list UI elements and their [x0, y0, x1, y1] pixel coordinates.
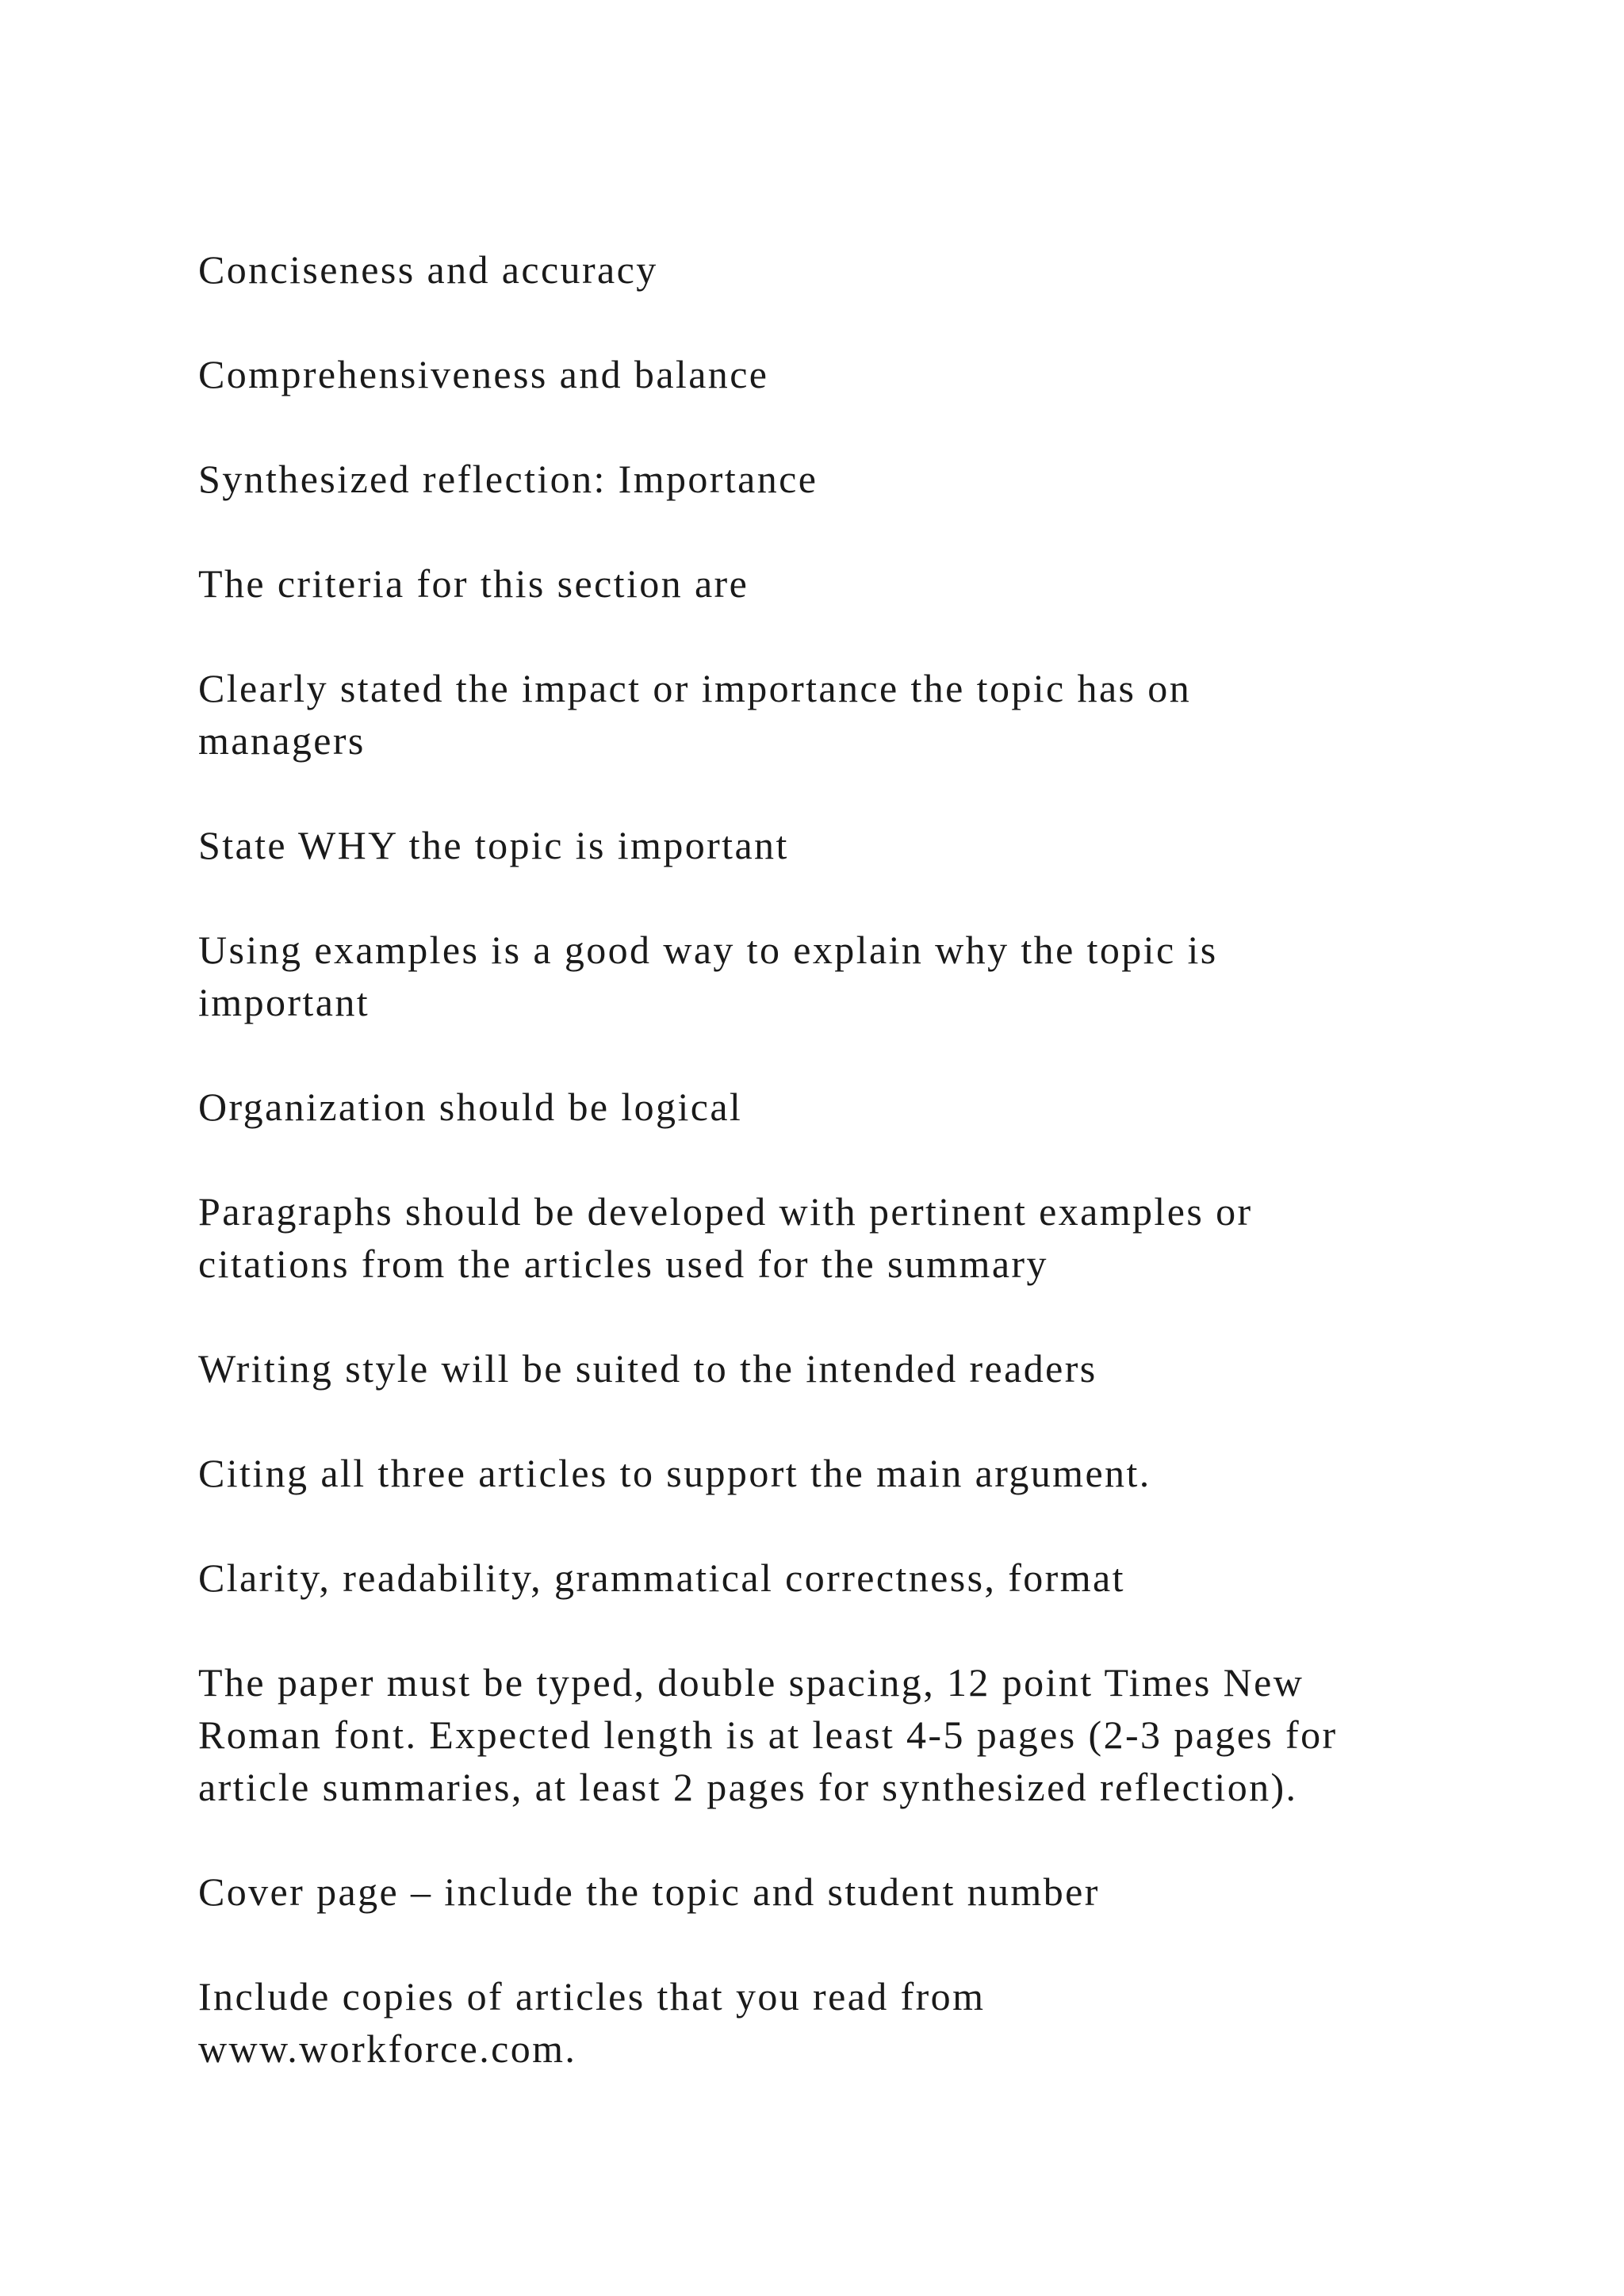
text-line: The criteria for this section are	[198, 561, 749, 606]
text-line: Comprehensiveness and balance	[198, 352, 769, 396]
paragraph-why-important	[198, 819, 1483, 871]
text-line: article summaries, at least 2 pages for synthesized reflection).	[198, 1765, 1298, 1809]
paragraph-comprehensiveness	[198, 348, 1483, 400]
text-line: Paragraphs should be developed with pertinent examples or	[198, 1189, 1253, 1234]
text-line: Clearly stated the impact or importance the topic has on	[198, 666, 1192, 710]
text-line: Clarity, readability, grammatical correctness, format	[198, 1556, 1125, 1600]
paragraph-cover-page	[198, 1866, 1483, 1918]
text-line: managers	[198, 718, 366, 763]
text-line: Synthesized reflection: Importance	[198, 457, 818, 501]
text-line: State WHY the topic is important	[198, 823, 789, 867]
text-line: Organization should be logical	[198, 1085, 743, 1129]
paragraph-organization	[198, 1081, 1483, 1133]
paragraph-clarity	[198, 1552, 1483, 1604]
paragraph-writing-style	[198, 1342, 1483, 1395]
text-line: Conciseness and accuracy	[198, 247, 658, 292]
text-line: The paper must be typed, double spacing, 12 point Times New	[198, 1660, 1304, 1705]
text-line: Citing all three articles to support the main argument.	[198, 1451, 1151, 1495]
paragraph-synthesized-reflection	[198, 453, 1483, 505]
text-line: Writing style will be suited to the intended readers	[198, 1346, 1097, 1391]
paragraph-format-requirements	[198, 1656, 1483, 1813]
text-line: important	[198, 980, 370, 1024]
paragraph-criteria	[198, 557, 1483, 610]
text-line: Cover page – include the topic and student number	[198, 1869, 1100, 1914]
text-line: Roman font. Expected length is at least 4-5 pages (2-3 pages for	[198, 1712, 1338, 1757]
document-body	[198, 243, 1483, 2127]
paragraph-include-copies	[198, 1970, 1483, 2075]
paragraph-paragraphs	[198, 1185, 1483, 1290]
paragraph-examples	[198, 924, 1483, 1028]
text-line: Include copies of articles that you read from	[198, 1974, 986, 2019]
paragraph-impact	[198, 662, 1483, 767]
text-line: www.workforce.com.	[198, 2026, 577, 2071]
paragraph-conciseness	[198, 243, 1483, 296]
paragraph-citing	[198, 1447, 1483, 1499]
text-line: citations from the articles used for the summary	[198, 1242, 1048, 1286]
text-line: Using examples is a good way to explain why the topic is	[198, 928, 1218, 972]
